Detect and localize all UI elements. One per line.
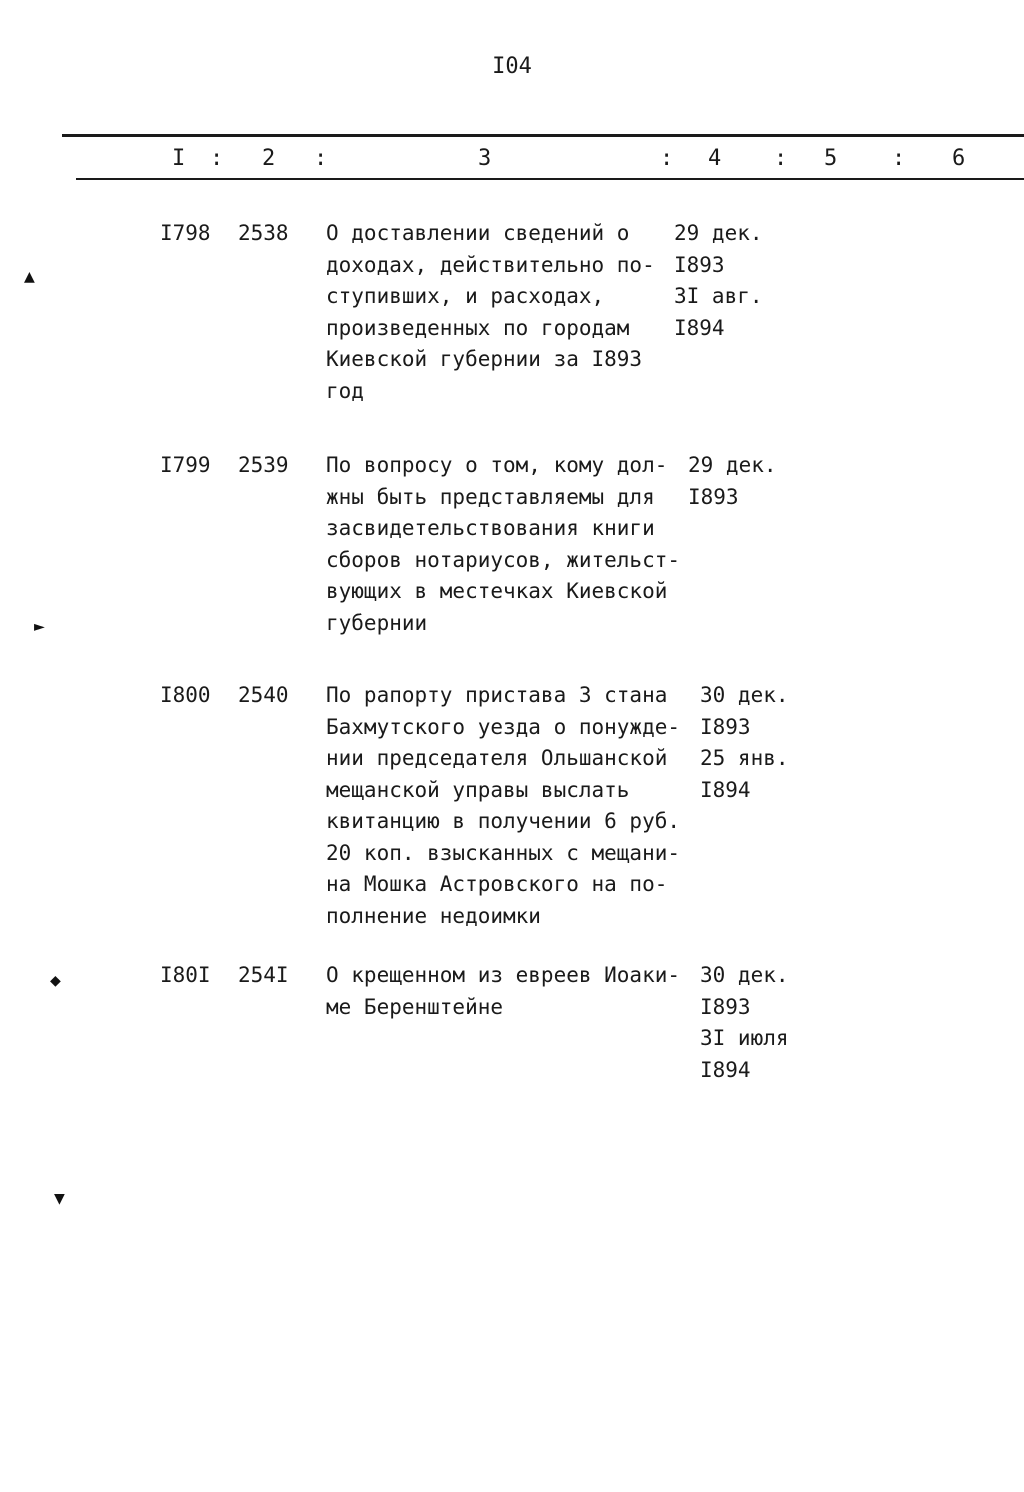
record-code: 254I: [238, 963, 289, 987]
header-top-rule: [62, 134, 1024, 137]
binding-hole-mark-icon: ▼: [54, 1188, 65, 1209]
record-description: По рапорту пристава 3 стана Бахмутского уезда о понужде- нии председателя Ольшанской мещанской управы выслать квитанцию в получении 6 руб. 20 коп. взысканных с мещани- на Мошка Астровского на по- полнение недоимки: [326, 683, 681, 928]
column-header-4: 4: [708, 146, 722, 171]
column-header-5: 5: [824, 146, 838, 171]
binding-hole-mark-icon: ►: [34, 616, 45, 637]
column-separator: :: [210, 146, 224, 171]
column-header-6: 6: [952, 146, 966, 171]
column-separator: :: [774, 146, 788, 171]
record-code: 2539: [238, 453, 289, 477]
header-bottom-rule: [76, 178, 1024, 180]
record-description: О крещенном из евреев Иоаки- ме Беренштейне: [326, 963, 681, 1019]
column-separator: :: [892, 146, 906, 171]
record-dates: 29 дек. I893: [688, 453, 777, 509]
record-number: I798: [160, 221, 211, 245]
record-code: 2540: [238, 683, 289, 707]
record-code: 2538: [238, 221, 289, 245]
column-separator: :: [314, 146, 328, 171]
record-description: По вопросу о том, кому дол- жны быть представляемы для засвидетельствования книги сборов нотариусов, жительст- вующих в местечках Киевской губернии: [326, 453, 681, 635]
column-separator: :: [660, 146, 674, 171]
binding-hole-mark-icon: ▲: [24, 266, 35, 287]
record-dates: 30 дек. I893 25 янв. I894: [700, 683, 789, 802]
record-description: О доставлении сведений о доходах, действительно по- ступивших, и расходах, произведенных по городам Киевской губернии за I893 год: [326, 221, 655, 403]
page-number: I04: [492, 54, 532, 79]
column-header-2: 2: [262, 146, 276, 171]
record-dates: 30 дек. I893 3I июля I894: [700, 963, 789, 1082]
record-number: I80I: [160, 963, 211, 987]
record-dates: 29 дек. I893 3I авг. I894: [674, 221, 763, 340]
binding-hole-mark-icon: ◆: [50, 970, 61, 991]
column-header-1: I: [172, 146, 186, 171]
record-number: I800: [160, 683, 211, 707]
column-header-3: 3: [478, 146, 492, 171]
record-number: I799: [160, 453, 211, 477]
